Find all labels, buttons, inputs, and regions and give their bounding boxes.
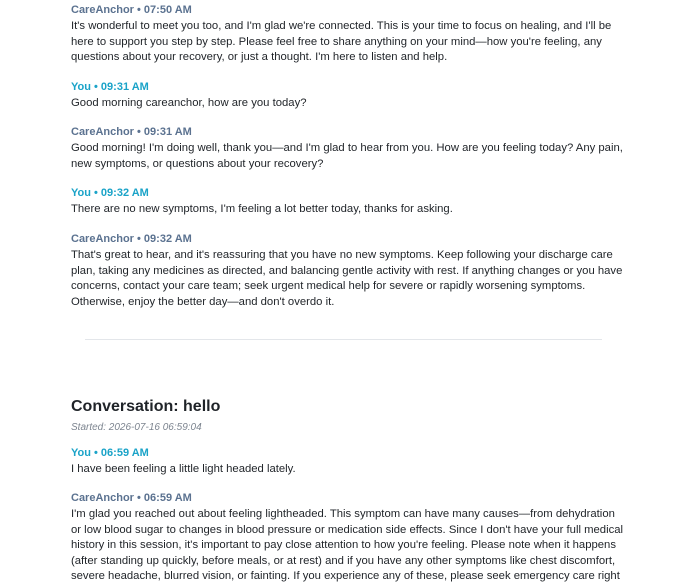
message-text: There are no new symptoms, I'm feeling a lot better today, thanks for asking. [71, 203, 453, 215]
message-text: That's great to hear, and it's reassuring that you have no new symptoms. Keep following your discharge care plan, taking any medicines as directed, and balancing gentle activity with rest. If anything changes or you have concerns, contact your care team; seek urgent medical help for severe or rapidly worsening symptoms. Otherwise, enjoy the better day—and don't overdo it. [71, 249, 623, 308]
message-user [71, 187, 626, 218]
message-text: Good morning! I'm doing well, thank you—and I'm glad to hear from you. How are you feeling today? Any pain, new symptoms, or questions about your recovery? [71, 142, 623, 170]
message-text: I have been feeling a little light headed lately. [71, 463, 296, 475]
message-user [71, 447, 626, 478]
message-sender-time: CareAnchor • 09:31 AM [71, 126, 192, 138]
message-assistant [71, 233, 626, 310]
message-user [71, 81, 626, 112]
message-assistant [71, 4, 626, 66]
message-sender-time: You • 09:31 AM [71, 81, 149, 93]
message-text: I'm glad you reached out about feeling lightheaded. This symptom can have many causes—from dehydration or low blood sugar to changes in blood pressure or medication side effects. Since I don't have your full medical history in this session, it's important to pay close attention to how you're feeling. Please note when it happens (after standing up quickly, before meals, or at rest) and if you have any other symptoms like chest discomfort, severe headache, blurred vision, or fainting. If you experience any of these, please seek emergency care right [71, 508, 624, 582]
message-sender-time: CareAnchor • 09:32 AM [71, 233, 192, 245]
message-assistant [71, 492, 626, 585]
message-sender-time: You • 09:32 AM [71, 187, 149, 199]
conversation-divider [85, 339, 602, 340]
conversation-title: Conversation: hello [71, 398, 221, 415]
message-sender-time: CareAnchor • 06:59 AM [71, 492, 192, 504]
message-sender-time: CareAnchor • 07:50 AM [71, 4, 192, 16]
message-text: Good morning careanchor, how are you today? [71, 97, 307, 109]
message-assistant [71, 126, 626, 172]
message-text: It's wonderful to meet you too, and I'm glad we're connected. This is your time to focus on healing, and I'll be here to support you step by step. Please feel free to share anything on your mind—how you're feeling, any questions about your recovery, or just a thought. I'm here to listen and help. [71, 20, 612, 63]
message-sender-time: You • 06:59 AM [71, 447, 149, 459]
conversation-started-timestamp: Started: 2026-07-16 06:59:04 [71, 422, 202, 433]
